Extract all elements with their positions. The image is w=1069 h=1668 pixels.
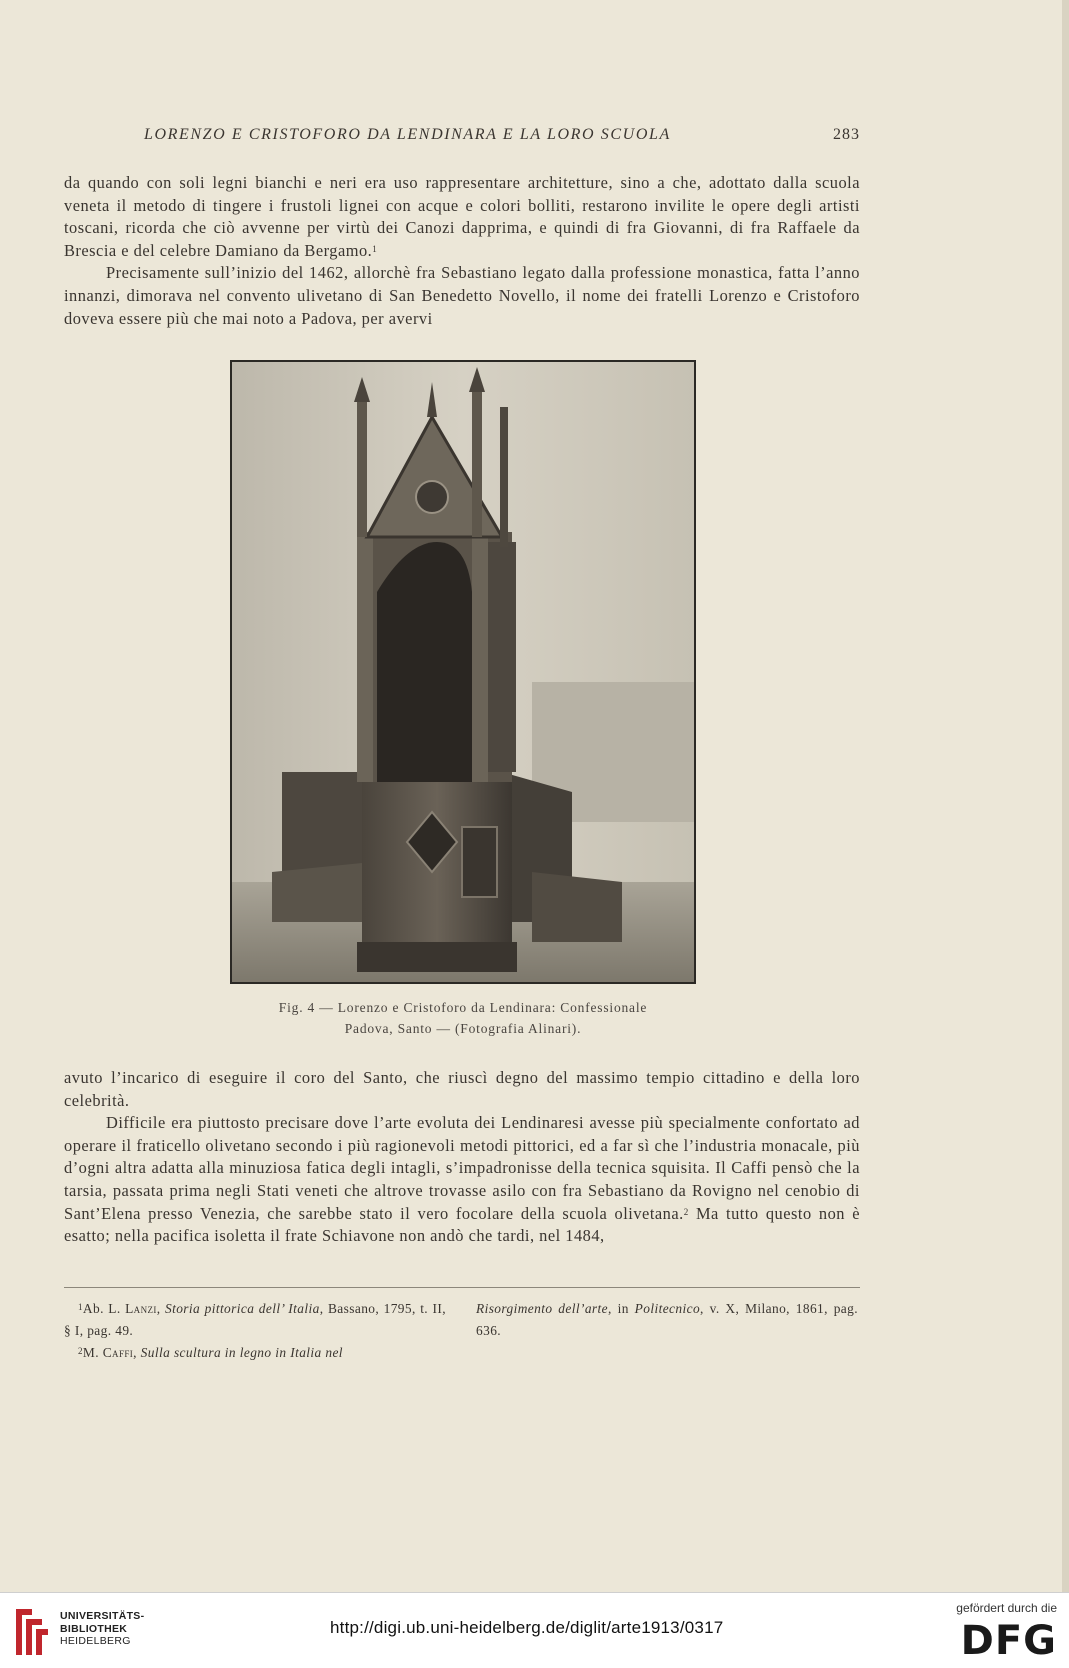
footnote-text: Ab. L. xyxy=(82,1301,126,1316)
university-library-logo-icon xyxy=(12,1605,52,1659)
footnote-author: Caffi xyxy=(102,1345,134,1360)
paragraph: Precisamente sull’inizio del 1462, allorchè fra Sebastiano legato dalla professione monastica, fatta l’anno innanzi, dimorava nel convento ulivetano di San Benedetto Novello, il nome dei fratelli Lorenzo e Cristoforo doveva essere più che mai noto a Padova, per avervi xyxy=(64,263,860,328)
library-name xyxy=(60,1610,144,1648)
body-text-top xyxy=(64,172,860,330)
footnote-author: Lanzi xyxy=(125,1301,157,1316)
footnote-text: , v. X, Milano, 1861, pag. 636. xyxy=(476,1301,858,1338)
body-text-bottom xyxy=(64,1067,860,1248)
sponsor-label: gefördert durch die xyxy=(956,1601,1057,1615)
library-name-line: UNIVERSITÄTS- xyxy=(60,1610,145,1622)
paragraph-text: Ma tutto questo non è esatto; nella pacifica isoletta il frate Schiavone non andò che tardi, nel 1484, xyxy=(64,1203,860,1246)
viewer-footer xyxy=(0,1592,1069,1668)
figure-photograph xyxy=(230,360,696,984)
paragraph-text: da quando con soli legni bianchi e neri era uso rappresentare architetture, sino a che, adottato dalla scuola veneta il metodo di tingere i frustoli lignei con acque e colori bolliti, restarono invilite le opere degli artisti toscani, ricorda che ciò avvenne per virtù dei Canozi dapprima, e quindi di fra Giovanni, di fra Raffaele da Brescia e del celebre Damiano da Bergamo. xyxy=(64,173,860,260)
footnote-text: , xyxy=(156,1301,165,1316)
library-name-line: BIBLIOTHEK xyxy=(60,1622,128,1635)
footnote-text: , Bassano, 1795, t. II, § I, pag. 49. xyxy=(64,1301,446,1338)
footnote-separator xyxy=(64,1287,860,1288)
confessional-photo xyxy=(232,362,694,982)
footnote-text: M. xyxy=(82,1345,103,1360)
footnote-2-continued xyxy=(476,1298,858,1342)
caption-line: Fig. 4 — Lorenzo e Cristoforo da Lendinara: Confessionale xyxy=(278,1000,648,1015)
footnote-text: , xyxy=(133,1345,141,1360)
page-edge xyxy=(1062,0,1069,1592)
footnote-ref: 1 xyxy=(372,243,378,254)
footnote-journal: Politecnico xyxy=(634,1301,701,1316)
footnote-mark: 1 xyxy=(78,1302,83,1312)
permalink-url[interactable]: http://digi.ub.uni-heidelberg.de/diglit/arte1913/0317 xyxy=(330,1618,724,1637)
footnote-column-right xyxy=(476,1298,858,1342)
footnote-mark: 2 xyxy=(78,1346,83,1356)
figure-caption xyxy=(230,997,696,1039)
footnote-title: Sulla scultura in legno in Italia nel xyxy=(140,1345,343,1360)
paragraph-text: Difficile era piuttosto precisare dove l’arte evoluta dei Lendinaresi avesse più specialmente confortato ad operare il fraticello olivetano secondo i più ragionevoli metodi pittorici, ed a far sì che l’industria monacale, più d’ogni altra adatta alla minuziosa fatica degli intagli, s’impadronisse della tecnica squisita. Il Caffi pensò che la tarsia, passata prima negli Stati veneti che altrove trovasse asilo con fra Sebastiano da Rovigno nel cenobio di Sant’Elena presso Venezia, che sarebbe stato il vero focolare della scuola olivetana. xyxy=(64,1113,860,1223)
running-head xyxy=(64,126,860,150)
caption-line: Padova, Santo — (Fotografia Alinari). xyxy=(344,1021,582,1036)
library-name-line: HEIDELBERG xyxy=(60,1635,131,1647)
footnote-column-left xyxy=(64,1298,446,1364)
paragraph xyxy=(64,1112,860,1248)
footnote-2 xyxy=(64,1342,446,1364)
footnote-1 xyxy=(64,1298,446,1342)
paragraph: avuto l’incarico di eseguire il coro del Santo, che riuscì degno del massimo tempio cittadino e della loro celebrità. xyxy=(64,1068,860,1110)
dfg-logo: DFG xyxy=(960,1618,1057,1664)
paragraph xyxy=(64,172,860,262)
footnote-title: Risorgimento dell’arte xyxy=(476,1301,609,1316)
footnote-title: Storia pittorica dell’ Italia xyxy=(165,1301,320,1316)
page-number: 283 xyxy=(833,126,860,143)
running-title: LORENZO E CRISTOFORO DA LENDINARA E LA LORO SCUOLA xyxy=(144,126,671,143)
footnote-text: , in xyxy=(608,1301,635,1316)
footnote-ref: 2 xyxy=(683,1206,689,1217)
